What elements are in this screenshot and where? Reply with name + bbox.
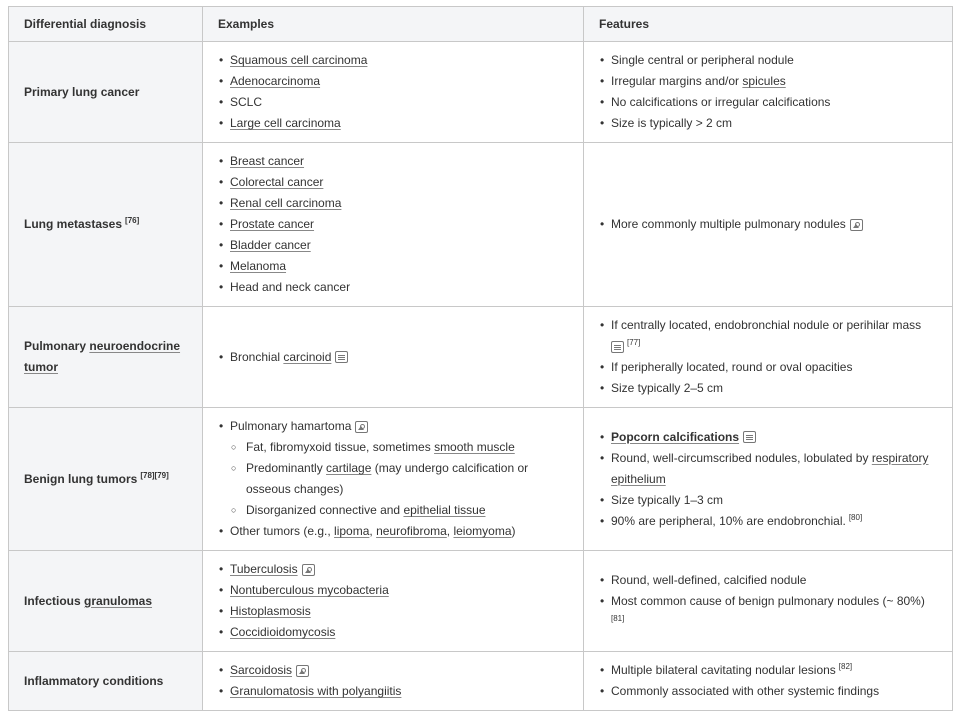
example-link[interactable]: Squamous cell carcinoma bbox=[230, 53, 368, 67]
dx-cell bbox=[9, 652, 203, 711]
features-cell bbox=[584, 42, 953, 143]
example-text: Pulmonary hamartoma bbox=[230, 419, 352, 433]
feature-link[interactable]: Popcorn calcifications bbox=[611, 429, 740, 444]
features-cell bbox=[584, 307, 953, 408]
list-item bbox=[230, 193, 568, 214]
list-item bbox=[611, 448, 937, 490]
feature-text: If peripherally located, round or oval opacities bbox=[611, 360, 853, 374]
example-link[interactable]: Granulomatosis with polyangiitis bbox=[230, 684, 402, 698]
example-link[interactable]: Sarcoidosis bbox=[230, 663, 293, 677]
list-item bbox=[230, 601, 568, 622]
list-item bbox=[611, 490, 937, 511]
table-row bbox=[9, 307, 953, 408]
text-note-icon[interactable] bbox=[743, 431, 756, 443]
list-item bbox=[611, 71, 937, 92]
dx-cell bbox=[9, 143, 203, 307]
example-link[interactable]: Nontuberculous mycobacteria bbox=[230, 583, 389, 597]
list-item bbox=[611, 357, 937, 378]
example-link[interactable]: Breast cancer bbox=[230, 154, 305, 168]
sub-list-item bbox=[246, 437, 568, 458]
feature-text: Round, well-defined, calcified nodule bbox=[611, 572, 807, 587]
example-text: Bronchial bbox=[230, 349, 284, 364]
dx-label: Lung metastases bbox=[24, 217, 123, 231]
reference-link[interactable]: [80] bbox=[848, 512, 863, 522]
sub-list-item bbox=[246, 500, 568, 521]
list-item bbox=[230, 92, 568, 113]
examples-cell bbox=[203, 652, 584, 711]
example-text: Head and neck cancer bbox=[230, 280, 351, 294]
feature-text: 90% are peripheral, 10% are endobronchial. bbox=[611, 513, 846, 528]
differential-diagnosis-table-container bbox=[8, 6, 952, 711]
example-link[interactable]: smooth muscle bbox=[434, 440, 515, 454]
text-note-icon[interactable] bbox=[611, 341, 624, 353]
examples-cell bbox=[203, 143, 584, 307]
list-item bbox=[230, 71, 568, 92]
list-item bbox=[230, 347, 568, 368]
examples-cell bbox=[203, 408, 584, 551]
table-row bbox=[9, 143, 953, 307]
examples-cell bbox=[203, 42, 584, 143]
separator: , bbox=[369, 524, 377, 538]
reference-link[interactable]: [82] bbox=[838, 662, 853, 671]
list-item bbox=[230, 277, 568, 298]
example-link[interactable]: cartilage bbox=[326, 461, 372, 475]
feature-text: Most common cause of benign pulmonary nodules (~ 80%) bbox=[611, 593, 925, 608]
example-link[interactable]: epithelial tissue bbox=[403, 503, 486, 517]
header-differential-diagnosis: Differential diagnosis bbox=[9, 7, 203, 42]
reference-link[interactable]: [81] bbox=[611, 613, 625, 623]
dx-cell bbox=[9, 551, 203, 652]
sub-list-item bbox=[246, 458, 568, 500]
header-features: Features bbox=[584, 7, 953, 42]
image-icon[interactable] bbox=[296, 665, 309, 677]
example-link[interactable]: Renal cell carcinoma bbox=[230, 196, 342, 210]
list-item bbox=[230, 172, 568, 193]
dx-label: Benign lung tumors bbox=[24, 471, 138, 486]
example-link[interactable]: neurofibroma bbox=[376, 524, 447, 538]
differential-diagnosis-table bbox=[8, 6, 953, 711]
examples-cell bbox=[203, 551, 584, 652]
image-icon[interactable] bbox=[302, 564, 315, 576]
list-item bbox=[611, 570, 937, 591]
table-row bbox=[9, 652, 953, 711]
list-item bbox=[611, 113, 937, 134]
list-item bbox=[611, 50, 937, 71]
feature-text: Irregular margins and/or bbox=[611, 74, 743, 88]
feature-text: Round, well-circumscribed nodules, lobulated by bbox=[611, 450, 872, 465]
example-text: (may undergo calcification or osseous changes) bbox=[246, 461, 529, 496]
list-item bbox=[230, 681, 568, 702]
list-item bbox=[230, 660, 568, 681]
feature-text: Size is typically > 2 cm bbox=[611, 116, 733, 130]
feature-text: More commonly multiple pulmonary nodules bbox=[611, 217, 846, 231]
example-link[interactable]: carcinoid bbox=[283, 349, 332, 364]
list-item bbox=[611, 660, 937, 681]
list-item bbox=[230, 256, 568, 277]
features-cell bbox=[584, 408, 953, 551]
list-item bbox=[230, 113, 568, 134]
separator: , bbox=[446, 524, 454, 538]
dx-link[interactable]: granulomas bbox=[84, 593, 153, 608]
dx-label: Pulmonary bbox=[24, 339, 90, 353]
dx-label: Primary lung cancer bbox=[24, 84, 140, 99]
example-text: ) bbox=[511, 524, 516, 538]
example-link[interactable]: lipoma bbox=[334, 524, 370, 538]
feature-text: If centrally located, endobronchial nodule or perihilar mass bbox=[611, 318, 922, 332]
table-row bbox=[9, 551, 953, 652]
dx-label: Inflammatory conditions bbox=[24, 673, 164, 688]
list-item bbox=[230, 416, 568, 521]
list-item bbox=[230, 235, 568, 256]
example-link[interactable]: Melanoma bbox=[230, 259, 287, 273]
list-item bbox=[611, 511, 937, 532]
dx-label: Infectious bbox=[24, 593, 85, 608]
examples-cell bbox=[203, 307, 584, 408]
header-examples: Examples bbox=[203, 7, 584, 42]
feature-text: Size typically 2–5 cm bbox=[611, 381, 724, 395]
feature-text: Single central or peripheral nodule bbox=[611, 53, 794, 67]
features-cell bbox=[584, 652, 953, 711]
list-item bbox=[611, 681, 937, 702]
reference-link[interactable]: [76] bbox=[125, 216, 140, 225]
list-item bbox=[611, 427, 937, 448]
example-text: Predominantly bbox=[246, 461, 327, 475]
example-link[interactable]: Colorectal cancer bbox=[230, 175, 324, 189]
example-link[interactable]: Large cell carcinoma bbox=[230, 116, 341, 130]
feature-link[interactable]: spicules bbox=[742, 74, 786, 88]
feature-text: No calcifications or irregular calcifications bbox=[611, 95, 831, 109]
example-link[interactable]: Prostate cancer bbox=[230, 217, 315, 231]
example-text: Disorganized connective and bbox=[246, 503, 404, 517]
table-row bbox=[9, 408, 953, 551]
example-link[interactable]: Adenocarcinoma bbox=[230, 74, 321, 88]
feature-text: Multiple bilateral cavitating nodular lesions bbox=[611, 663, 836, 677]
example-link[interactable]: Histoplasmosis bbox=[230, 604, 311, 618]
dx-cell bbox=[9, 408, 203, 551]
image-icon[interactable] bbox=[850, 219, 863, 231]
example-link[interactable]: Coccidioidomycosis bbox=[230, 625, 336, 639]
list-item bbox=[611, 92, 937, 113]
list-item bbox=[230, 151, 568, 172]
list-item bbox=[230, 622, 568, 643]
list-item bbox=[230, 521, 568, 542]
list-item bbox=[611, 214, 937, 235]
reference-link[interactable]: [78][79] bbox=[140, 470, 169, 480]
table-row bbox=[9, 42, 953, 143]
feature-text: Size typically 1–3 cm bbox=[611, 492, 724, 507]
example-text: SCLC bbox=[230, 95, 263, 109]
example-text: Other tumors (e.g., bbox=[230, 524, 335, 538]
list-item bbox=[611, 378, 937, 399]
list-item bbox=[611, 591, 937, 633]
example-link[interactable]: leiomyoma bbox=[453, 524, 512, 538]
reference-link[interactable]: [77] bbox=[627, 338, 641, 347]
dx-cell bbox=[9, 42, 203, 143]
example-link[interactable]: Tuberculosis bbox=[230, 562, 298, 576]
list-item bbox=[230, 214, 568, 235]
dx-link[interactable]: neuroendocrine tumor bbox=[24, 339, 181, 374]
image-icon[interactable] bbox=[355, 421, 368, 433]
features-cell bbox=[584, 551, 953, 652]
example-link[interactable]: Bladder cancer bbox=[230, 238, 311, 252]
list-item bbox=[230, 559, 568, 580]
text-note-icon[interactable] bbox=[335, 351, 348, 363]
table-header-row bbox=[9, 7, 953, 42]
features-cell bbox=[584, 143, 953, 307]
list-item bbox=[230, 580, 568, 601]
dx-cell bbox=[9, 307, 203, 408]
example-text: Fat, fibromyxoid tissue, sometimes bbox=[246, 440, 435, 454]
feature-link[interactable]: respiratory epithelium bbox=[611, 450, 929, 486]
list-item bbox=[230, 50, 568, 71]
feature-text: Commonly associated with other systemic findings bbox=[611, 684, 880, 698]
list-item bbox=[611, 315, 937, 357]
